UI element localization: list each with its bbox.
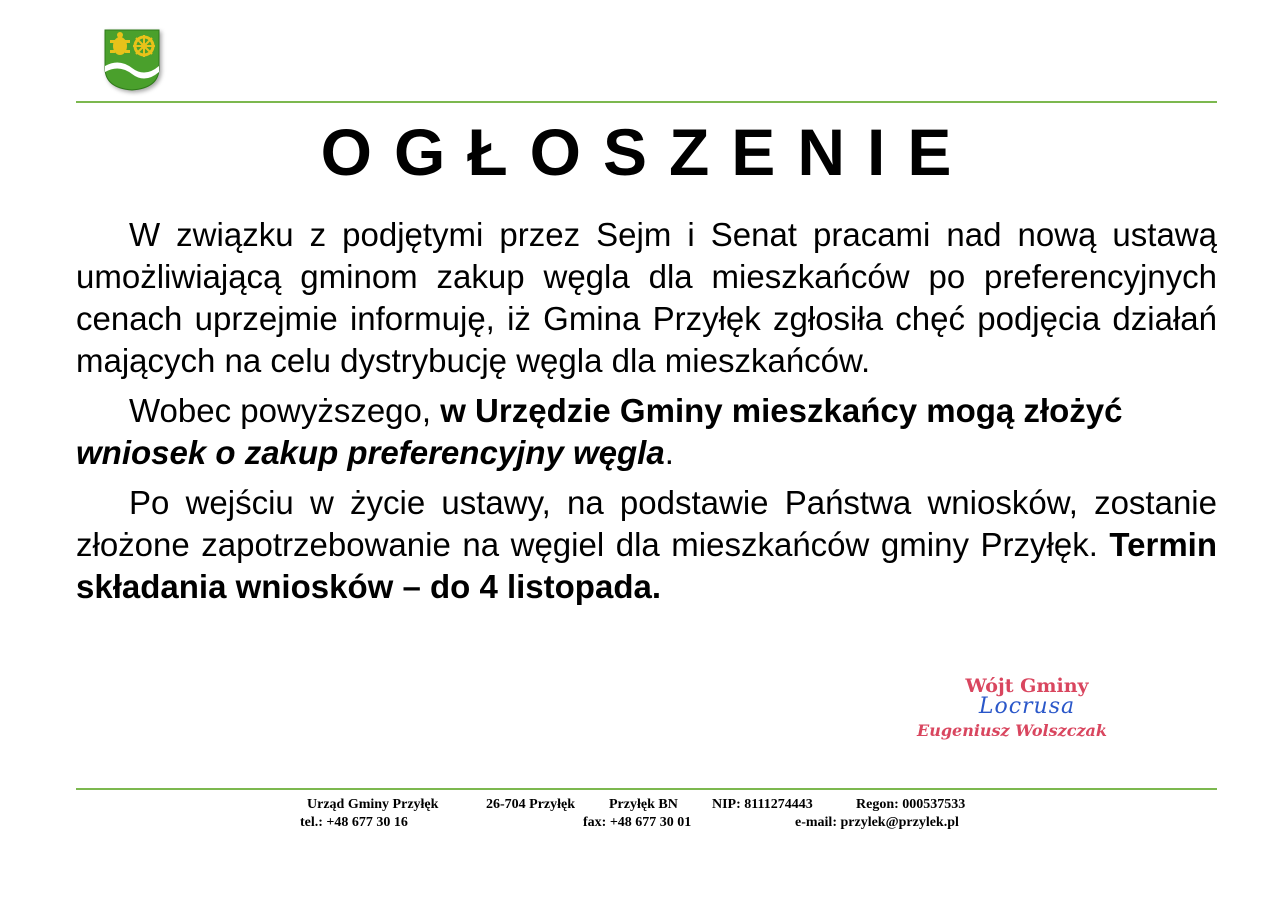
signature-name: Eugeniusz Wolszczak xyxy=(917,721,1107,740)
paragraph-2-bold: w Urzędzie Gminy mieszkańcy mogą złożyć xyxy=(440,392,1123,429)
paragraph-2-bold-italic: wniosek o zakup preferencyjny węgla xyxy=(76,434,665,471)
signature-title: Wójt Gminy xyxy=(965,675,1089,697)
footer-postal: 26-704 Przyłęk xyxy=(486,797,576,812)
header-divider xyxy=(76,101,1217,103)
paragraph-3-text: Po wejściu w życie ustawy, na podstawie Państwa wniosków, zostanie złożone zapotrzebowanie na węgiel dla mieszkańców gminy Przyłęk. xyxy=(76,484,1217,563)
announcement-body xyxy=(76,214,1217,616)
coat-of-arms-logo xyxy=(103,28,161,92)
footer-tel: tel.: +48 677 30 16 xyxy=(300,815,408,830)
coat-of-arms-icon xyxy=(103,28,161,92)
footer-email: e-mail: przylek@przylek.pl xyxy=(795,815,959,830)
footer-contact xyxy=(0,796,1280,832)
footer-office: Urząd Gminy Przyłęk xyxy=(307,797,439,812)
announcement-title: OGŁOSZENIE xyxy=(320,115,974,189)
footer-nip: NIP: 8111274443 xyxy=(712,797,813,812)
paragraph-3 xyxy=(76,482,1217,608)
paragraph-2-end: . xyxy=(664,434,674,471)
footer-place: Przyłęk BN xyxy=(609,797,678,812)
paragraph-3-deadline: Termin składania wniosków – do 4 listopada. xyxy=(76,526,1217,605)
handwritten-signature: Locrusa xyxy=(978,694,1076,719)
paragraph-1: W związku z podjętymi przez Sejm i Senat pracami nad nową ustawą umożliwiającą gminom zakup węgla dla mieszkańców po preferencyjnych cenach uprzejmie informuję, iż Gmina Przyłęk zgłosiła chęć podjęcia działań mających na celu dystrybucję węgla dla mieszkańców. xyxy=(76,216,1217,379)
footer-fax: fax: +48 677 30 01 xyxy=(583,815,692,830)
paragraph-2 xyxy=(76,390,1217,474)
mayor-signature-stamp xyxy=(912,676,1112,760)
footer-regon: Regon: 000537533 xyxy=(856,797,966,812)
paragraph-2-lead: Wobec powyższego, xyxy=(129,392,441,429)
footer-divider xyxy=(76,788,1217,790)
